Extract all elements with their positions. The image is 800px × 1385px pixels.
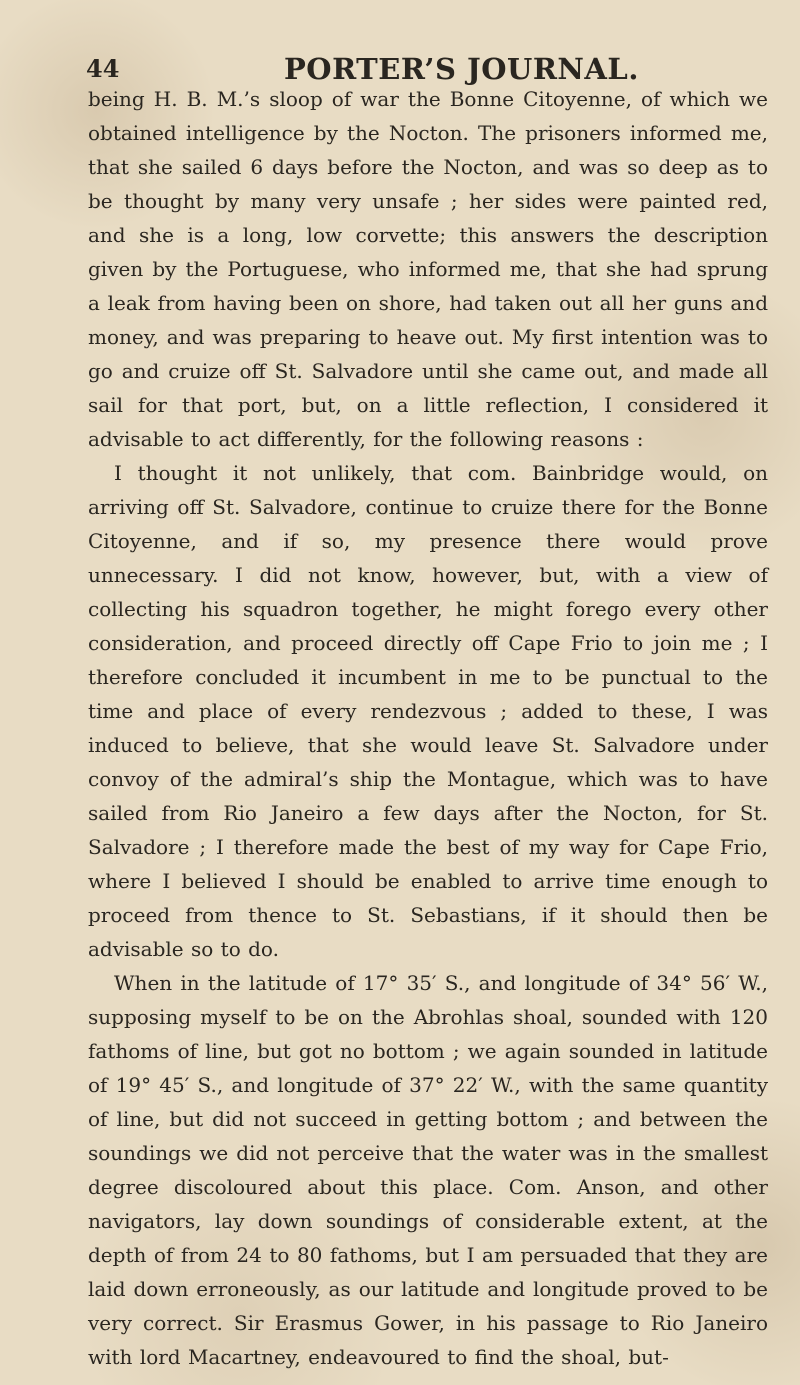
body-text xyxy=(88,82,768,1374)
paragraph-3: When in the latitude of 17° 35′ S., and longitude of 34° 56′ W., supposing myself to be on the Abrohlas shoal, sounded with 120 fathoms of line, but got no bottom ; we again sounded in latitude of 19° 45′ S., and longitude of 37° 22′ W., with the same quantity of line, but did not succeed in getting bottom ; and between the soundings we did not perceive that the water was in the smallest degree discoloured about this place. Com. Anson, and other navigators, lay down soundings of considerable extent, at the depth of from 24 to 80 fathoms, but I am persuaded that they are laid down erroneously, as our latitude and longitude proved to be very correct. Sir Erasmus Gower, in his passage to Rio Janeiro with lord Macartney, endeavoured to find the shoal, but- xyxy=(88,971,768,1369)
running-head xyxy=(86,0,768,86)
page-number: 44 xyxy=(86,54,120,83)
paragraph-1: being H. B. M.’s sloop of war the Bonne Citoyenne, of which we obtained intelligence by the Nocton. The prisoners informed me, that she sailed 6 days before the Nocton, and was so deep as to be thought by many very unsafe ; her sides were painted red, and she is a long, low corvette; this answers the description given by the Portuguese, who informed me, that she had sprung a leak from having been on shore, had taken out all her guns and money, and was preparing to heave out. My first intention was to go and cruize off St. Salvadore until she came out, and made all sail for that port, but, on a little reflection, I considered it advisable to act differently, for the following reasons : xyxy=(88,87,768,451)
journal-page xyxy=(88,0,768,1374)
running-title: PORTER’S JOURNAL. xyxy=(284,52,639,86)
paragraph-2: I thought it not unlikely, that com. Bainbridge would, on arriving off St. Salvadore, continue to cruize there for the Bonne Citoyenne, and if so, my presence there would prove unnecessary. I did not know, however, but, with a view of collecting his squadron together, he might forego every other consideration, and proceed directly off Cape Frio to join me ; I therefore concluded it incumbent in me to be punctual to the time and place of every rendezvous ; added to these, I was induced to believe, that she would leave St. Salvadore under convoy of the admiral’s ship the Montague, which was to have sailed from Rio Janeiro a few days after the Nocton, for St. Salvadore ; I therefore made the best of my way for Cape Frio, where I believed I should be enabled to arrive time enough to proceed from thence to St. Sebastians, if it should then be advisable so to do. xyxy=(88,461,768,961)
